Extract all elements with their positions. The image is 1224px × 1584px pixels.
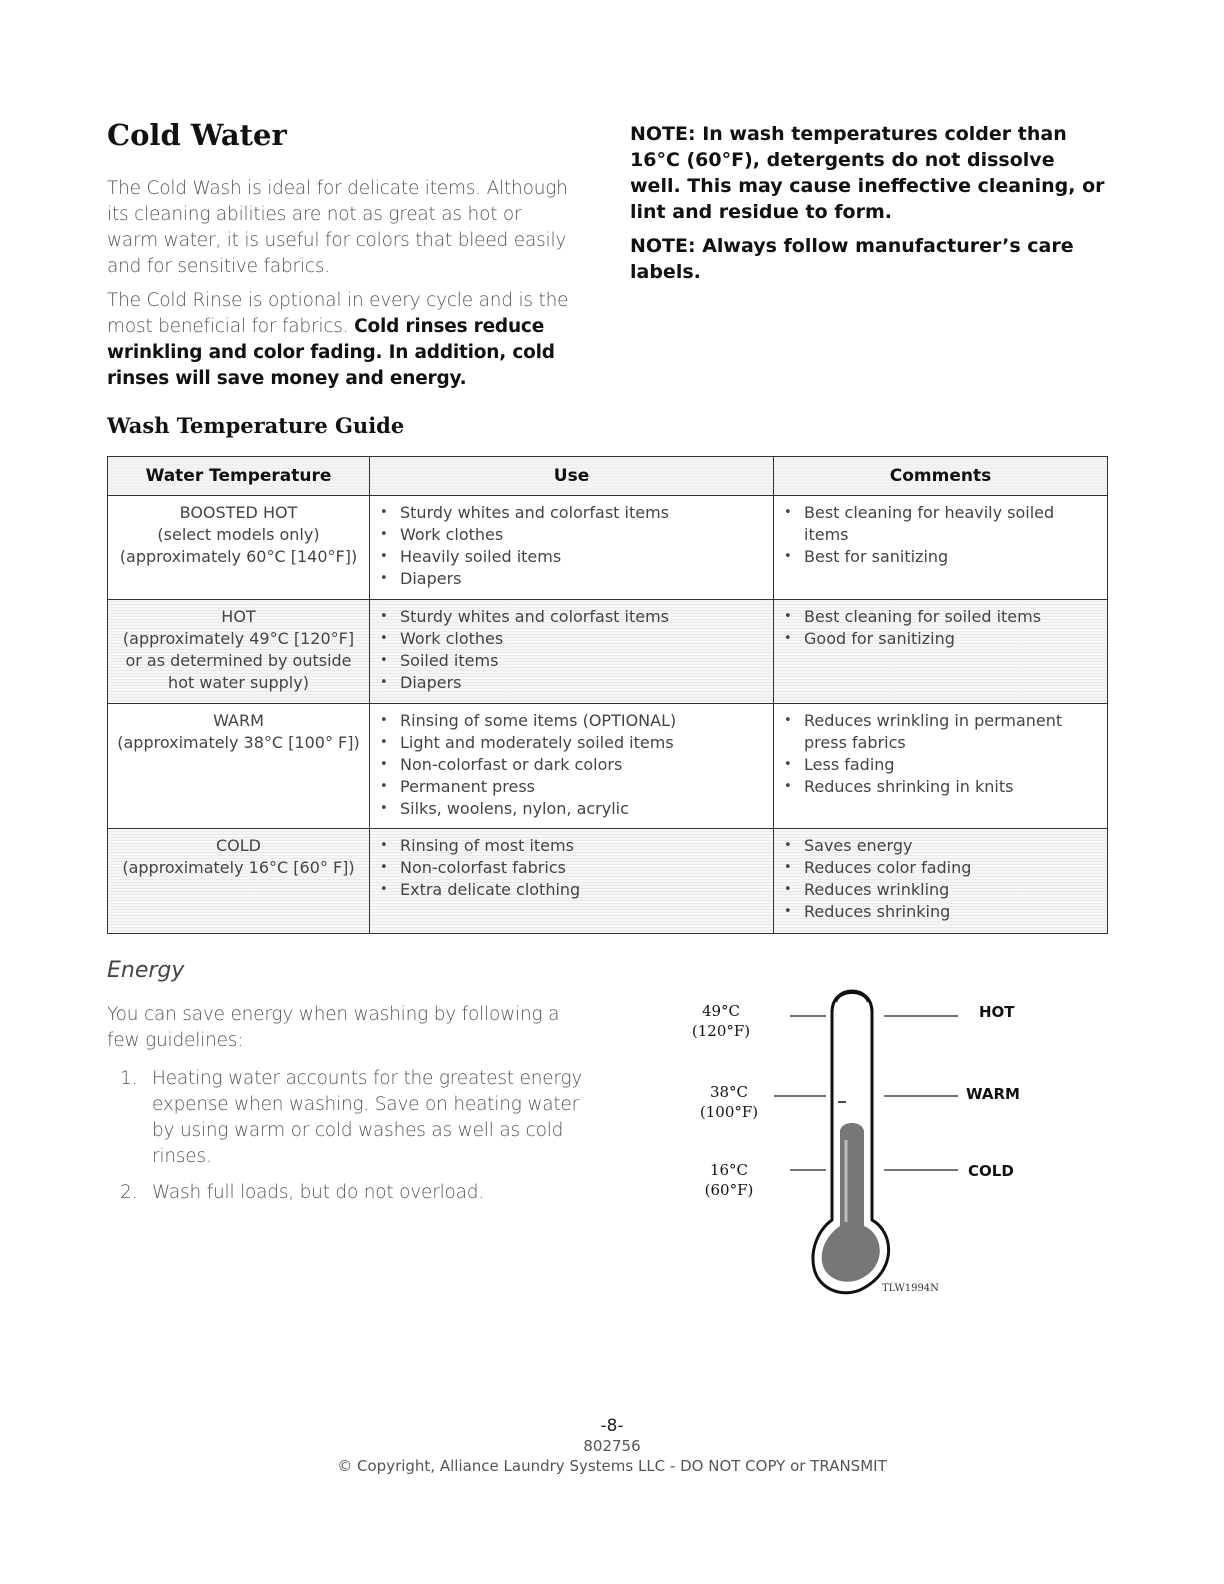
temp-detail: (select models only) [157,525,320,544]
list-item: • Soiled items [400,650,765,672]
table-row [108,600,1108,704]
list-item: • Non-colorfast fabrics [400,857,765,879]
energy-title: Energy [107,958,185,983]
list-item: • Rinsing of some items (OPTIONAL) [400,710,765,732]
list-item: • Reduces shrinking [804,901,1099,923]
list-item [120,1180,587,1206]
doc-number: 802756 [583,1437,641,1455]
temp-detail: (approximately 49°C [120°F] [122,629,355,648]
use-cell [370,496,774,600]
page-number: -8- [600,1416,624,1436]
cold-temp-label [691,1160,767,1200]
table-row [108,829,1108,934]
list-item: • Work clothes [400,524,765,546]
list-item: • Best cleaning for heavily soiled items [804,502,1099,546]
header-comments: Comments [774,457,1108,496]
temp-detail: (approximately 38°C [100° F]) [117,733,360,752]
table-row [108,496,1108,600]
cold-rinse-bold: Cold rinses reduce wrinkling and color fading. In addition, cold rinses will save money and energy. [107,316,555,389]
list-item: • Saves energy [804,835,1099,857]
list-item: • Reduces shrinking in knits [804,776,1099,798]
comments-cell [774,600,1108,704]
list-item: • Less fading [804,754,1099,776]
comments-cell [774,704,1108,829]
warm-celsius: 38°C [709,1083,749,1101]
temp-detail: or as determined by outside hot water supply) [125,651,352,692]
cold-fahrenheit: (60°F) [704,1181,754,1199]
list-item: • Best for sanitizing [804,546,1099,568]
list-item: • Permanent press [400,776,765,798]
item-number: 1. [120,1068,138,1089]
energy-list [120,1066,587,1206]
use-cell [370,704,774,829]
list-item: • Light and moderately soiled items [400,732,765,754]
temp-name: HOT [221,607,256,626]
hot-label: HOT [979,1003,1015,1021]
list-item: • Sturdy whites and colorfast items [400,502,765,524]
temp-name: WARM [213,711,264,730]
footer [0,1416,1224,1476]
item-number: 2. [120,1182,138,1203]
list-item: • Diapers [400,568,765,590]
list-item: • Sturdy whites and colorfast items [400,606,765,628]
warm-fahrenheit: (100°F) [699,1103,759,1121]
copyright: © Copyright, Alliance Laundry Systems LLC - DO NOT COPY or TRANSMIT [337,1457,887,1475]
item-text: Wash full loads, but do not overload. [152,1182,485,1203]
list-item: • Best cleaning for soiled items [804,606,1099,628]
warm-label: WARM [966,1085,1020,1103]
warm-temp-label [691,1082,767,1122]
wash-temperature-table [107,456,1108,934]
comments-cell [774,829,1108,934]
hot-temp-label [683,1001,759,1041]
temp-cell [108,496,370,600]
use-cell [370,829,774,934]
temp-name: BOOSTED HOT [179,503,298,522]
cold-rinse-plain: The Cold Rinse is optional in every cycle and is the most beneficial for fabrics. [107,290,569,337]
cold-water-text [107,176,577,400]
list-item: • Diapers [400,672,765,694]
header-use: Use [370,457,774,496]
temp-detail: (approximately 60°C [140°F]) [119,547,358,566]
note-temperature: NOTE: In wash temperatures colder than 16°C (60°F), detergents do not dissolve well. This may cause ineffective cleaning, or lint and residue to form. [630,123,1105,223]
cold-rinse-paragraph [107,288,577,392]
cold-water-title: Cold Water [107,118,287,152]
item-text: Heating water accounts for the greatest energy expense when washing. Save on heating water by using warm or cold washes as well as cold rinses. [152,1068,583,1167]
list-item: • Heavily soiled items [400,546,765,568]
comments-cell [774,496,1108,600]
temp-cell [108,600,370,704]
temp-cell [108,829,370,934]
list-item: • Rinsing of most items [400,835,765,857]
energy-intro: You can save energy when washing by following a few guidelines: [107,1004,560,1051]
notes-block [630,121,1110,293]
figure-code: TLW1994N [882,1283,939,1294]
hot-fahrenheit: (120°F) [691,1022,751,1040]
temp-name: COLD [216,836,261,855]
table-header-row [108,457,1108,496]
cold-wash-paragraph: The Cold Wash is ideal for delicate items. Although its cleaning abilities are not as great as hot or warm water, it is useful for colors that bleed easily and for sensitive fabrics. [107,178,568,277]
cold-celsius: 16°C [709,1161,749,1179]
list-item: • Work clothes [400,628,765,650]
header-water-temperature: Water Temperature [108,457,370,496]
list-item: • Reduces wrinkling in permanent press fabrics [804,710,1099,754]
note-care-labels: NOTE: Always follow manufacturer’s care labels. [630,235,1074,283]
temp-cell [108,704,370,829]
temp-detail: (approximately 16°C [60° F]) [122,858,355,877]
list-item: • Good for sanitizing [804,628,1099,650]
list-item: • Reduces wrinkling [804,879,1099,901]
list-item: • Extra delicate clothing [400,879,765,901]
list-item [120,1066,587,1170]
use-cell [370,600,774,704]
thermometer-icon [760,972,960,1302]
guide-title: Wash Temperature Guide [107,413,405,438]
list-item: • Silks, woolens, nylon, acrylic [400,798,765,820]
list-item: • Reduces color fading [804,857,1099,879]
list-item: • Non-colorfast or dark colors [400,754,765,776]
hot-celsius: 49°C [701,1002,741,1020]
cold-label: COLD [968,1162,1014,1180]
table-row [108,704,1108,829]
